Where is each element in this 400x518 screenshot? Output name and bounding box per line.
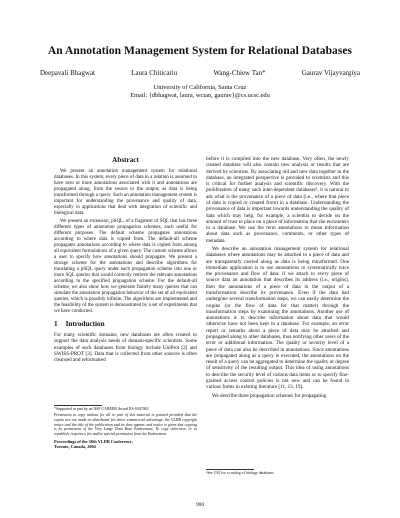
abstract-heading: Abstract [112,156,139,164]
email-line: Email: {dbhagwat, laura, wctan, gaurav}@cs.ucsc.edu [130,92,270,99]
author-4: Gaurav Vijayvargiya [301,69,360,77]
section-title: Introduction [65,320,105,329]
intro-paragraph-1: For many scientific domains, new databases are often created to support the data analysis needs of domain-specific scientists. Some examples of such databases from biology include UniProt [2] and SWISS-PROT [3]. Data that is collected from other sources is often cleansed and reformatted [54,332,197,364]
footnote-rule-right [206,469,254,470]
author-3: Wang-Chiew Tan* [213,69,266,77]
abstract-body [54,169,197,315]
footnotes-left [54,407,197,449]
footnote-rule-left [54,405,102,406]
right-paragraph-2: We describe an annotation management system for relational databases where annotations may be attached to a piece of data and are transparently carried along as data is being transformed. One immediate application is to use annotations to systematically trace the provenance and flow of data: if we attach to every piece of source data an annotation that describes its address (i.e., origins), then the annotations of a piece of data in the output of a transformation describe its provenance. Even if the data had undergone several transformation steps, we can easily determine the origins (or the flow of data for that matter) through the transformation steps by examining the annotations. Another use of annotations is to describe information about data that would otherwise have not been kept in a database. For example, an error report or remarks about a piece of data may be attached and propagated along to other databases, thus notifying other users of the error or additional information. The quality or security level of a piece of data can also be described in annotations. Since annotations are propagated along as a query is executed, the annotations on the result of a query can be aggregated to determine the quality or degree of sensitivity of the resulting output. This idea of using annotations to describe the security level of various data items or to specify fine-grained access control policies is not new and can be found in various forms in existing literature [11, 13, 19]. [206,246,349,391]
right-paragraph-3: We describe three propagation schemes for propagating [212,392,327,399]
author-1: Deepavali Bhagwat [40,69,96,77]
permission-notice: Permission to copy without fee all or part of this material is granted provided that the copies are not made or distributed for direct commercial advantage, the VLDB copyright notice and the title of the publication and its date appear, and notice is given that copying is by permission of the Very Large Data Base Endowment. To copy otherwise, or to republish, requires a fee and/or special permission from the Endowment. [54,413,197,437]
introduction-heading [54,320,197,328]
footnote-right: ¹See [10] for a catalog of biology databases. [206,471,275,475]
section-number: 1 [54,320,58,329]
paper-title: An Annotation Management System for Relational Databases [47,45,353,57]
proceedings-line: Proceedings of the 30th VLDB Conference, [54,438,133,444]
affiliation-block [40,84,360,100]
abstract-paragraph-2: We present an extension, pSQL, of a fragment of SQL that has three different types of annotation propagation schemes, each useful for different purposes. The default scheme propagates annotations according to where data is copied from. The default-all scheme propagates annotations according to where data is copied from among all equivalent formulations of a given query. The custom scheme allows a user to specify how annotations should propagate. We present a storage scheme for the annotations and describe algorithms for translating a pSQL query under each propagation scheme into one or more SQL queries that would correctly retrieve the relevant annotations according to the specified propagation scheme. For the default-all scheme, we also show how we generate finitely many queries that can simulate the annotation propagation behavior of the set of all equivalent queries, which is possibly infinite. The algorithms are implemented and the feasibility of the system is demonstrated by a set of experiments that we have conducted. [54,219,197,315]
right-paragraph-1: before it is compiled into the new database. Very often, the newly created database will also contain new analysis or results that are derived by scientists. By associating old and new data together in the database, an integrated perspective is provided to scientists and this is critical for further analysis and scientific discovery. With the proliferation of many such inter-dependent databases¹, it is natural to ask what is the provenance of a piece of data (i.e., where that piece of data is copied or created from) in a database. Understanding the provenance of data is important towards understanding the quality of data which may help, for example, a scientist to decide on the amount of trust to place on a piece of information that she encounters in a database. We use the term annotations to mean information about data such as provenance, comments, or other types of metadata. [206,156,349,244]
support-footnote: *Supported in part by an NSF CAREER Award IIS-0347065. [54,407,150,411]
affiliation: University of California, Santa Cruz [153,84,247,91]
abstract-paragraph-1: We present an annotation management system for relational databases. In this system, every piece of data in a relation is assumed to have zero or more annotations associated with it and annotations are propagated along, from the source to the output, as data is being transformed through a query. Such an annotation management system is important for understanding the provenance and quality of data, especially in applications that deal with integration of scientific and biological data. [54,169,197,216]
page-number: 900 [195,502,205,508]
author-2: Laura Chiticariu [131,69,178,77]
author-list [40,69,360,77]
right-column [206,156,349,486]
location-line: Toronto, Canada, 2004 [54,443,96,449]
